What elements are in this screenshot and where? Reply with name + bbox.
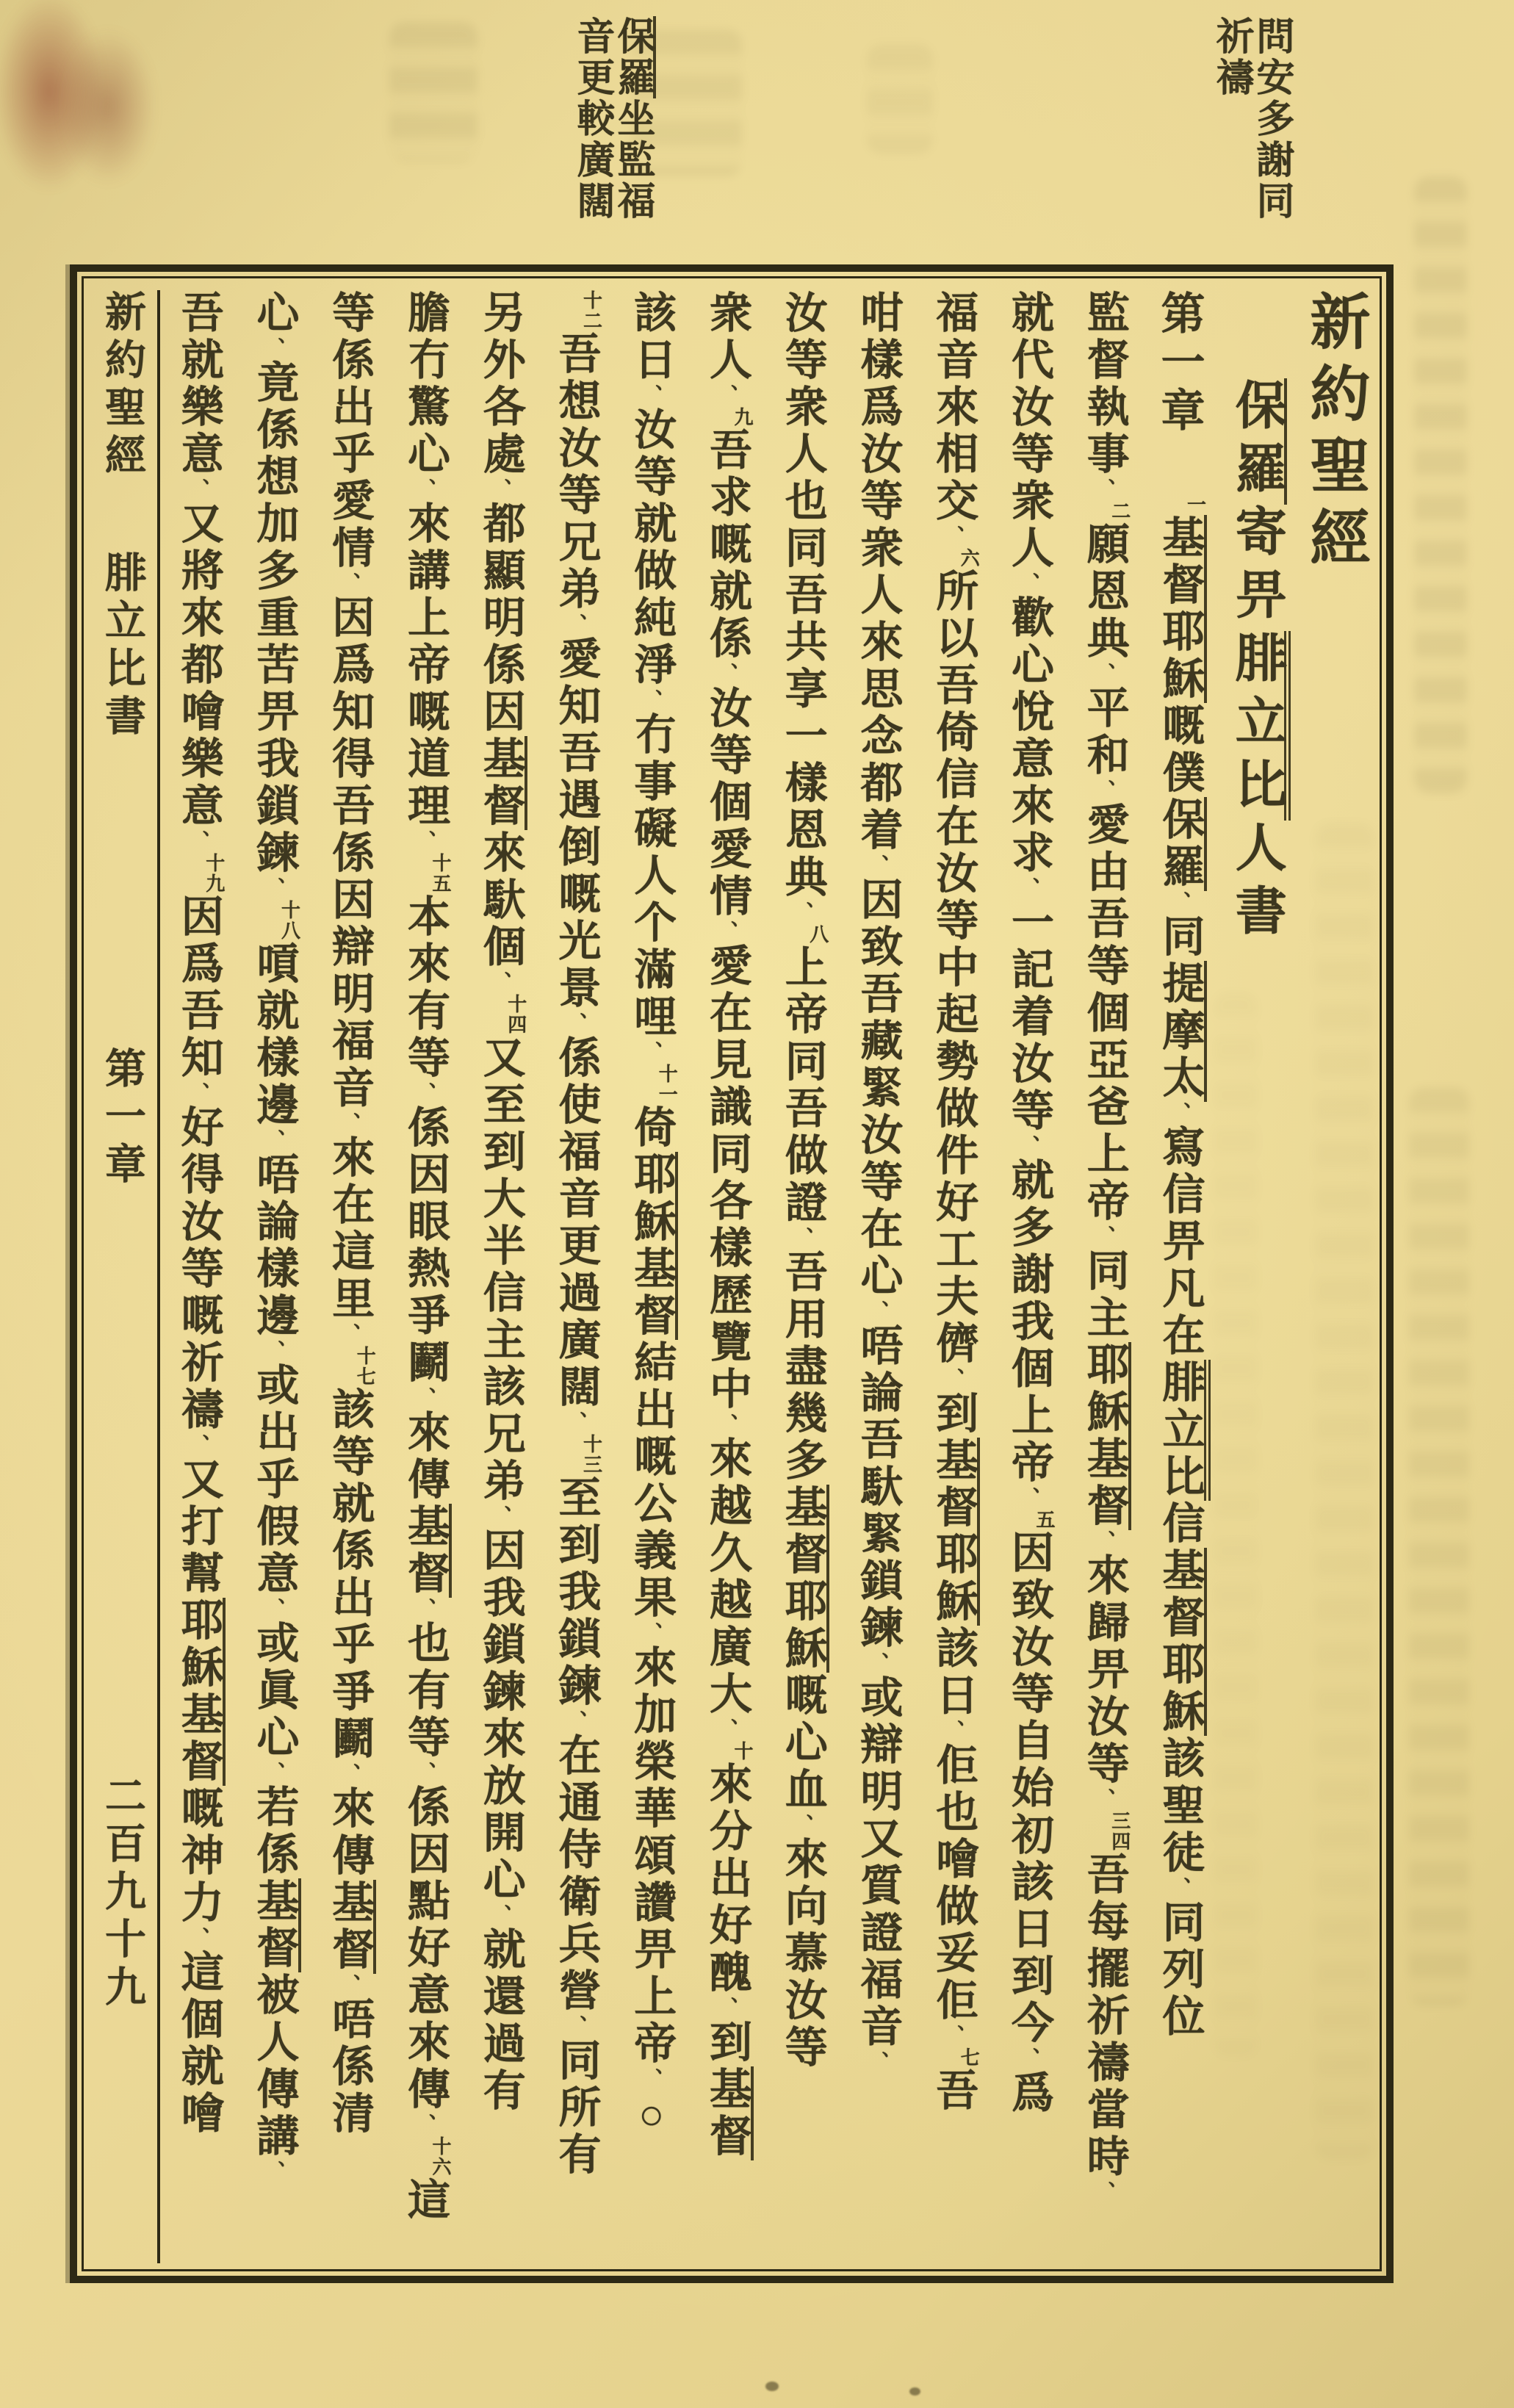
- text-column-3: 就代汝等衆人、歡心悅意來求、一記着汝等、就多謝我個上帝、五因致汝等自始初該日到今、爲: [1005, 290, 1055, 2117]
- text-column-4: 福音來相交、六所以吾倚信在汝等中起勢做件好工夫儕、到基督耶穌該日、佢也噲做妥佢、七吾: [929, 290, 980, 2115]
- ink-speck: [765, 2382, 779, 2391]
- text-block: [82, 276, 1382, 2271]
- text-column-11: 膽冇驚心、來講上帝嘅道理、十五本來有等、係因眼熱爭鬬、來傳基督、也有等、係因點好意來傳、十六這: [401, 290, 451, 2224]
- text-column-7: 衆人、九吾求嘅就係、汝等個愛情、愛在見識同各樣歷覽中、來越久越廣大、十來分出好醜、到基督: [703, 290, 753, 2160]
- header-summary-greeting: [1211, 16, 1291, 259]
- text-column-13: 心、竟係想加多重苦畀我鎖鍊、十八嗊就樣邊、唔論樣邊、或出乎假意、或眞心、若係基督被人傳講、: [250, 290, 300, 2183]
- ink-speck: [909, 2387, 920, 2396]
- corner-stain: [0, 0, 104, 191]
- margin-title-page-number-column: 新約聖經腓立比書第一章二百九十九: [88, 290, 160, 2263]
- text-column-1: 第一章一基督耶穌嘅僕保羅、同提摩太、寫信畀凡在腓立比信基督耶穌該聖徒、同列位: [1142, 290, 1217, 2263]
- bleed-through-text: [1409, 1087, 1469, 2005]
- text-column-9: 十二吾想汝等兄弟、愛知吾遇倒嘅光景、係使福音更過廣闊、十三至到我鎖鍊、在通侍衛兵營、同所有: [552, 290, 602, 2179]
- page-frame: [70, 264, 1394, 2283]
- header-summary-paul-prison: [572, 16, 652, 270]
- text-column-12: 等係出乎愛情、因爲知得吾係因辯明福音、來在這里、十七該等就係出乎爭鬬、來傳基督、唔係清: [325, 290, 376, 2138]
- bleed-through-text: [1414, 176, 1467, 793]
- text-column-6: 汝等衆人也同吾共享一樣恩典、八上帝同吾做證、吾用盡幾多基督耶穌嘅心血、來向慕汝等: [778, 290, 829, 2072]
- bleed-through-text: [867, 44, 933, 154]
- header-summary-line: 音更較廣闊: [571, 16, 613, 222]
- bleed-through-text: [389, 22, 477, 162]
- header-summary-line: 祈禱: [1210, 16, 1252, 98]
- book-title-column: 新約聖經: [1302, 290, 1369, 578]
- header-summary-line: 保羅坐監福: [612, 16, 652, 270]
- corner-stain: [60, 29, 156, 184]
- header-summary-line: 問安多謝同: [1250, 16, 1292, 222]
- text-column-2: 監督執事、二願恩典、平和、愛由吾等個亞爸上帝、同主耶穌基督、來歸畀汝等、三四吾每擺祈禱當時、: [1080, 290, 1131, 2204]
- text-column-8: 該日、汝等就做純淨、冇事礙人个滿哩、十一倚耶穌基督結出嘅公義果、來加榮華頌讚畀上帝、○: [627, 290, 678, 2143]
- epistle-title-column: 保羅寄畀腓立比人書: [1217, 290, 1294, 2263]
- text-column-5: 咁樣爲汝等衆人來思念都着、因致吾藏緊汝等在心、唔論吾馱緊鎖鍊、或辯明又質證福音、: [854, 290, 902, 2074]
- text-column-10: 另外各處、都顯明係因基督來馱個、十四又至到大半信主該兄弟、因我鎖鍊來放開心、就還過有: [476, 290, 527, 2115]
- text-column-14: 吾就樂意、又將來都噲樂意、十九因爲吾知、好得汝等嘅祈禱、又打幫耶穌基督嘅神力、這個就噲: [174, 290, 225, 2138]
